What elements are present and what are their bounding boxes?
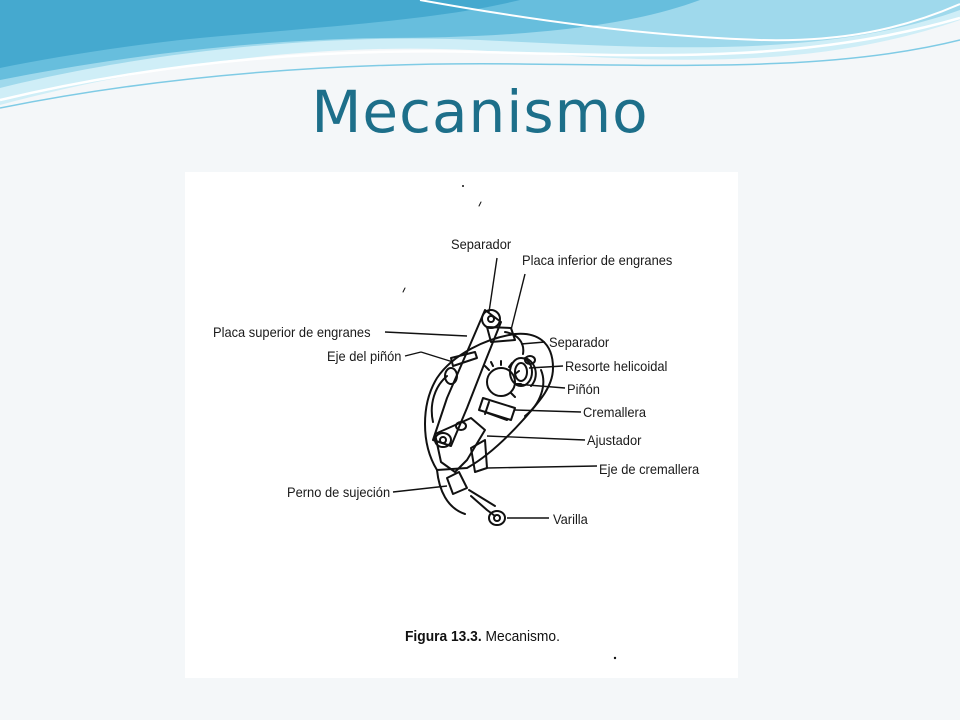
caption-number: Figura 13.3. bbox=[405, 628, 482, 645]
label-resorte: Resorte helicoidal bbox=[565, 358, 668, 374]
label-placa-superior: Placa superior de engranes bbox=[213, 324, 371, 340]
upper-gear-plate bbox=[433, 310, 501, 446]
figure-caption bbox=[405, 628, 560, 645]
label-eje-cremallera: Eje de cremallera bbox=[599, 461, 700, 477]
slide-title: Mecanismo bbox=[311, 78, 649, 146]
label-perno: Perno de sujeción bbox=[287, 484, 391, 500]
label-ajustador: Ajustador bbox=[587, 432, 642, 448]
label-placa-inferior: Placa inferior de engranes bbox=[522, 252, 673, 268]
label-eje-pinon: Eje del piñón bbox=[327, 348, 402, 364]
caption-text: Mecanismo. bbox=[485, 628, 560, 645]
label-separador-top: Separador bbox=[451, 236, 512, 252]
label-varilla: Varilla bbox=[553, 511, 588, 527]
label-separador-right: Separador bbox=[549, 334, 610, 350]
fixing-pin bbox=[447, 472, 467, 494]
label-pinon: Piñón bbox=[567, 381, 600, 397]
label-cremallera: Cremallera bbox=[583, 404, 646, 420]
figure-panel bbox=[185, 172, 738, 678]
